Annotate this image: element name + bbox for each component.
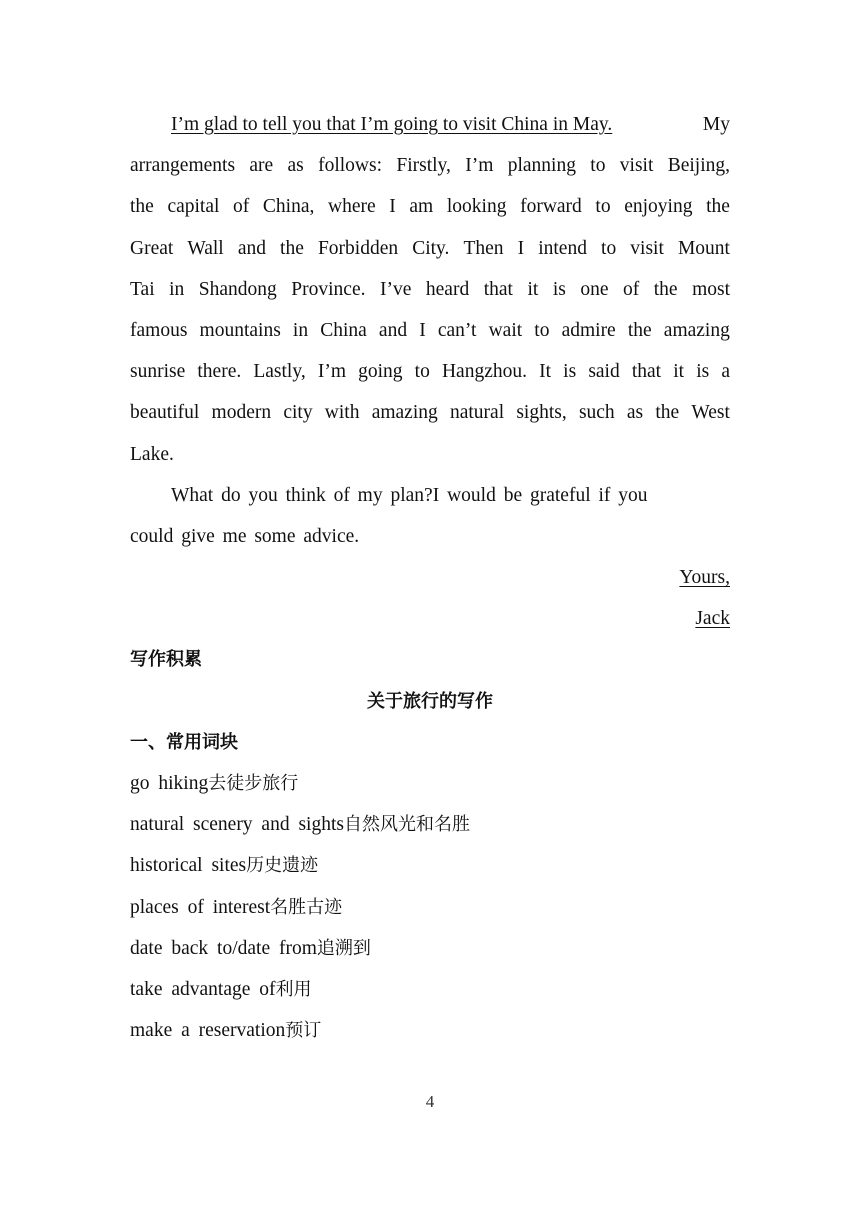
letter-body-line <box>130 145 730 186</box>
word: a <box>721 361 730 383</box>
word: it <box>527 278 539 300</box>
word: Beijing, <box>667 155 730 177</box>
letter-body-line <box>130 310 730 351</box>
word: visit <box>630 237 664 259</box>
letter-paragraph1-body <box>130 145 730 433</box>
word: as <box>287 155 304 177</box>
page-number: 4 <box>425 1092 435 1111</box>
word: Province. <box>291 278 366 300</box>
letter-body-line <box>130 351 730 392</box>
phrase-list <box>130 763 730 1051</box>
phrase-item <box>130 1010 730 1051</box>
word: city <box>283 402 313 424</box>
letter-body-line <box>130 269 730 310</box>
word: to <box>595 196 611 218</box>
letter-signature <box>130 598 730 639</box>
document-page <box>130 104 730 1051</box>
phrase-english: places of interest <box>130 896 271 918</box>
word: in <box>169 278 185 300</box>
letter-body-line <box>130 392 730 433</box>
word: West <box>691 402 730 424</box>
word: one <box>580 278 609 300</box>
phrase-item <box>130 887 730 928</box>
word: is <box>696 361 710 383</box>
word: admire <box>561 319 616 341</box>
word: intend <box>538 237 587 259</box>
phrase-chinese: 追溯到 <box>316 937 371 959</box>
word: with <box>324 402 360 424</box>
phrase-item <box>130 763 730 804</box>
word: I’ve <box>380 278 412 300</box>
word: it <box>673 361 685 383</box>
word: the <box>653 278 678 300</box>
letter-paragraph2-line2: could give me some advice. <box>130 525 360 547</box>
phrase-chinese: 去徒步旅行 <box>208 773 299 794</box>
phrase-item <box>130 969 730 1010</box>
phrase-english: date back to/date from <box>130 937 317 959</box>
letter-text: My <box>702 114 730 135</box>
phrase-chinese: 利用 <box>275 978 312 1000</box>
letter-body-line <box>130 228 730 269</box>
word: to <box>534 319 550 341</box>
word: enjoying <box>624 196 693 218</box>
word: Great <box>130 237 174 259</box>
word: looking <box>446 196 507 218</box>
word: to <box>414 361 430 383</box>
word: most <box>692 278 730 300</box>
phrase-chinese: 自然风光和名胜 <box>343 814 470 836</box>
phrase-chinese: 预订 <box>285 1020 322 1042</box>
word: the <box>706 196 730 218</box>
word: mountains <box>199 319 281 341</box>
word: amazing <box>663 319 730 341</box>
closing-text: Yours, <box>679 567 730 589</box>
phrase-english: historical sites <box>130 855 247 877</box>
phrase-english: make a reservation <box>130 1020 286 1042</box>
phrase-english: natural scenery and sights <box>130 814 344 836</box>
word: to <box>590 155 606 177</box>
word: planning <box>507 155 576 177</box>
word: and <box>237 237 266 259</box>
word: the <box>655 402 680 424</box>
word: the <box>627 319 652 341</box>
word: that <box>483 278 513 300</box>
phrase-english: take advantage of <box>130 978 276 1000</box>
word: capital <box>167 196 220 218</box>
section-heading: 写作积累 <box>130 649 202 671</box>
word: follows: <box>318 155 383 177</box>
phrase-chinese: 历史遗迹 <box>246 855 319 877</box>
signature-text: Jack <box>695 608 730 630</box>
word: Mount <box>677 237 730 259</box>
letter-paragraph1-last-line: Lake. <box>130 443 174 465</box>
word: amazing <box>371 402 438 424</box>
phrase-item <box>130 928 730 969</box>
word: modern <box>211 402 272 424</box>
phrase-english: go hiking <box>130 773 209 794</box>
word: there. <box>197 361 242 383</box>
word: Shandong <box>198 278 277 300</box>
word: of <box>233 196 250 218</box>
word: am <box>409 196 434 218</box>
word: Tai <box>130 278 155 300</box>
section-title: 关于旅行的写作 <box>367 690 493 712</box>
word: such <box>578 402 615 424</box>
word: Wall <box>187 237 224 259</box>
word: beautiful <box>130 402 200 424</box>
word: I <box>389 196 396 218</box>
section-subheading: 一、常用词块 <box>130 731 238 753</box>
word: China <box>320 319 367 341</box>
word: I’m <box>317 361 346 383</box>
word: sights, <box>516 402 567 424</box>
word: of <box>622 278 640 300</box>
word: I’m <box>465 155 494 177</box>
word: natural <box>449 402 505 424</box>
word: Firstly, <box>396 155 451 177</box>
word: going <box>358 361 403 383</box>
underlined-opening-sentence: I’m glad to tell you that I’m going to visit China in May. <box>171 114 613 135</box>
word: said <box>588 361 620 383</box>
letter-paragraph1-line1 <box>130 104 730 145</box>
word: and <box>378 319 408 341</box>
letter-closing <box>130 557 730 598</box>
word: in <box>292 319 309 341</box>
word: as <box>626 402 644 424</box>
word: is <box>563 361 577 383</box>
word: wait <box>488 319 523 341</box>
word: forward <box>520 196 582 218</box>
word: It <box>539 361 552 383</box>
word: famous <box>130 319 188 341</box>
word: Forbidden <box>317 237 399 259</box>
word: China, <box>262 196 315 218</box>
letter-body-line <box>130 186 730 227</box>
word: heard <box>425 278 470 300</box>
word: where <box>328 196 376 218</box>
word: is <box>552 278 566 300</box>
word: to <box>601 237 617 259</box>
word: are <box>249 155 274 177</box>
word: can’t <box>437 319 477 341</box>
word: I <box>419 319 426 341</box>
phrase-chinese: 名胜古迹 <box>270 896 343 918</box>
word: Then <box>463 237 504 259</box>
word: City. <box>412 237 450 259</box>
phrase-item <box>130 845 730 886</box>
word: I <box>517 237 525 259</box>
word: the <box>130 196 154 218</box>
word: that <box>631 361 662 383</box>
word: visit <box>619 155 654 177</box>
word: Lastly, <box>253 361 306 383</box>
letter-paragraph2-line1: What do you think of my plan?I would be grateful if you <box>171 484 648 506</box>
word: arrangements <box>130 155 236 177</box>
phrase-item <box>130 804 730 845</box>
word: the <box>280 237 304 259</box>
word: sunrise <box>130 361 186 383</box>
word: Hangzhou. <box>441 361 527 383</box>
